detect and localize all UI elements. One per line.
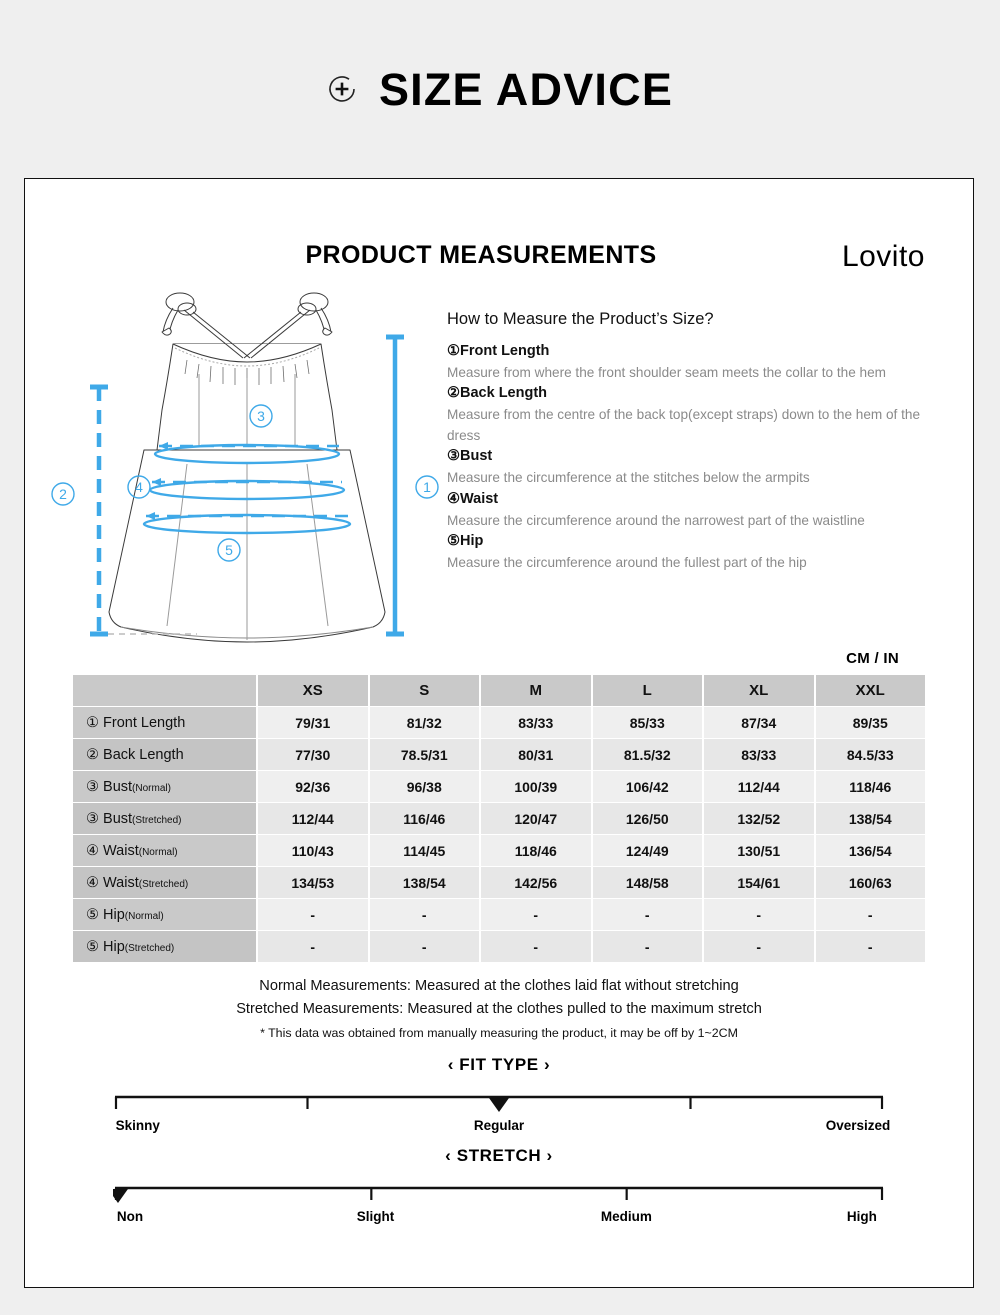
marker-2 — [52, 483, 74, 505]
row-title: Back Length — [103, 746, 184, 763]
table-cell: - — [481, 899, 591, 930]
note-stretched: Stretched Measurements: Measured at the clothes pulled to the maximum stretch — [236, 1001, 762, 1018]
row-title: Bust — [103, 778, 133, 795]
size-header-xxl: XXL — [816, 675, 926, 706]
fit-type-labels — [113, 1117, 891, 1136]
stretch-title: ‹ STRETCH › — [445, 1145, 553, 1165]
stretch-label-slight: Slight — [356, 1208, 395, 1224]
measure-item-5-desc: Measure the circumference around the fullest part of the hip — [447, 555, 807, 571]
stretch-marker — [113, 1189, 128, 1203]
fit-type-axis — [113, 1089, 885, 1115]
table-cell: - — [481, 931, 591, 962]
table-cell: - — [258, 899, 368, 930]
row-title: Bust — [103, 810, 133, 827]
row-number: ④ — [86, 842, 104, 859]
row-number: ③ — [86, 778, 104, 795]
front-length-bar — [386, 337, 404, 634]
table-cell: 83/33 — [481, 707, 591, 738]
measure-item-2-desc: Measure from the centre of the back top(except straps) down to the hem of the dress — [447, 407, 921, 443]
table-cell: 106/42 — [593, 771, 703, 802]
fit-type-scale — [25, 1055, 973, 1136]
table-cell: 78.5/31 — [370, 739, 480, 770]
size-header-xl: XL — [704, 675, 814, 706]
svg-text:4: 4 — [135, 479, 143, 495]
units-label: CM / IN — [846, 650, 899, 667]
row-title: Hip — [103, 906, 125, 923]
size-header-xs: XS — [258, 675, 368, 706]
measure-item-2-title: ②Back Length — [447, 385, 548, 402]
svg-text:5: 5 — [225, 542, 233, 558]
table-cell: - — [593, 931, 703, 962]
how-to-measure — [447, 282, 947, 650]
table-cell: - — [816, 931, 926, 962]
table-cell: 160/63 — [816, 867, 926, 898]
table-cell: 130/51 — [704, 835, 814, 866]
row-title: Front Length — [103, 714, 186, 731]
fit-type-label-skinny: Skinny — [115, 1117, 160, 1133]
row-subscript: (Normal) — [132, 782, 171, 794]
measure-item-3-desc: Measure the circumference at the stitches below the armpits — [447, 470, 810, 486]
table-row — [73, 931, 925, 962]
table-cell: - — [704, 931, 814, 962]
row-title: Waist — [103, 874, 139, 891]
row-label — [73, 803, 256, 834]
page-title: SIZE ADVICE — [378, 63, 674, 115]
measure-item-1-title: ①Front Length — [447, 343, 550, 359]
table-cell: 83/33 — [704, 739, 814, 770]
note-disclaimer: * This data was obtained from manually measuring the product, it may be off by 1~2CM — [260, 1025, 738, 1040]
table-cell: 81.5/32 — [593, 739, 703, 770]
table-cell: 80/31 — [481, 739, 591, 770]
stretch-labels — [113, 1209, 885, 1227]
table-cell: 118/46 — [816, 771, 926, 802]
dress-outline — [109, 293, 385, 642]
table-cell: 124/49 — [593, 835, 703, 866]
row-subscript: (Stretched) — [138, 878, 189, 890]
table-corner-cell — [73, 675, 256, 706]
table-cell: 118/46 — [481, 835, 591, 866]
stretch-label-non: Non — [116, 1208, 144, 1224]
table-cell: 110/43 — [258, 835, 368, 866]
table-cell: - — [370, 931, 480, 962]
table-row — [73, 899, 925, 930]
row-label — [73, 931, 256, 962]
table-cell: 134/53 — [258, 867, 368, 898]
card-header — [25, 179, 973, 273]
row-number: ② — [86, 746, 104, 763]
measure-item-4-title: ④Waist — [447, 490, 499, 507]
measure-item-1-desc: Measure from where the front shoulder seam meets the collar to the hem — [447, 364, 886, 380]
row-subscript: (Stretched) — [124, 942, 175, 954]
row-title: Waist — [103, 842, 139, 859]
size-header-s: S — [370, 675, 480, 706]
svg-text:3: 3 — [257, 408, 265, 424]
table-cell: 77/30 — [258, 739, 368, 770]
table-cell: 142/56 — [481, 867, 591, 898]
table-cell: 100/39 — [481, 771, 591, 802]
table-cell: 87/34 — [704, 707, 814, 738]
measure-item-5-title: ⑤Hip — [447, 533, 484, 550]
stretch-label-medium: Medium — [600, 1208, 652, 1224]
row-label — [73, 835, 256, 866]
note-normal: Normal Measurements: Measured at the clothes laid flat without stretching — [259, 978, 739, 994]
row-label — [73, 707, 256, 738]
size-header-l: L — [593, 675, 703, 706]
measure-item-3-title: ③Bust — [447, 448, 493, 465]
row-title: Hip — [103, 938, 125, 955]
table-cell: 138/54 — [816, 803, 926, 834]
row-number: ③ — [86, 810, 104, 827]
table-row — [73, 771, 925, 802]
row-subscript: (Normal) — [138, 846, 178, 858]
svg-text:1: 1 — [423, 479, 431, 495]
table-cell: 92/36 — [258, 771, 368, 802]
size-table — [71, 674, 927, 963]
table-cell: 148/58 — [593, 867, 703, 898]
row-number: ⑤ — [86, 938, 104, 955]
row-number: ④ — [86, 874, 104, 891]
row-label — [73, 739, 256, 770]
table-cell: 120/47 — [481, 803, 591, 834]
size-header-m: M — [481, 675, 591, 706]
row-number: ⑤ — [86, 906, 104, 923]
table-row — [73, 707, 925, 738]
measure-item-4-desc: Measure the circumference around the narrowest part of the waistline — [447, 512, 865, 528]
size-table-body — [73, 707, 925, 962]
table-cell: 136/54 — [816, 835, 926, 866]
table-row — [73, 867, 925, 898]
table-cell: 81/32 — [370, 707, 480, 738]
fit-type-label-regular: Regular — [473, 1117, 525, 1133]
table-cell: 112/44 — [704, 771, 814, 802]
size-advice-card — [24, 178, 974, 1288]
table-header-row — [73, 675, 925, 706]
table-row — [73, 835, 925, 866]
table-row — [73, 803, 925, 834]
table-cell: - — [370, 899, 480, 930]
table-cell: 96/38 — [370, 771, 480, 802]
marker-1 — [416, 476, 438, 498]
stretch-axis — [113, 1180, 885, 1206]
table-cell: 112/44 — [258, 803, 368, 834]
measure-guide-section — [25, 282, 973, 650]
page-header — [0, 0, 1000, 178]
brand-logo: Lovito — [841, 240, 925, 273]
measurement-notes — [25, 975, 973, 1045]
stretch-scale — [25, 1146, 973, 1227]
table-cell: 114/45 — [370, 835, 480, 866]
row-subscript: (Normal) — [124, 910, 164, 922]
table-cell: 84.5/33 — [816, 739, 926, 770]
table-cell: - — [593, 899, 703, 930]
how-to-heading: How to Measure the Product’s Size? — [447, 310, 714, 328]
table-row — [73, 739, 925, 770]
fit-type-marker — [489, 1098, 509, 1112]
table-cell: 132/52 — [704, 803, 814, 834]
row-subscript: (Stretched) — [132, 814, 182, 826]
table-cell: 138/54 — [370, 867, 480, 898]
table-cell: - — [816, 899, 926, 930]
table-cell: 154/61 — [704, 867, 814, 898]
table-cell: 89/35 — [816, 707, 926, 738]
fit-type-label-oversized: Oversized — [825, 1117, 891, 1133]
row-number: ① — [86, 714, 104, 731]
table-cell: 79/31 — [258, 707, 368, 738]
table-cell: - — [704, 899, 814, 930]
section-title: PRODUCT MEASUREMENTS — [305, 241, 657, 269]
stretch-label-high: High — [846, 1208, 877, 1224]
fit-type-title: ‹ FIT TYPE › — [447, 1054, 551, 1074]
svg-text:2: 2 — [59, 486, 67, 502]
row-label — [73, 867, 256, 898]
garment-diagram — [47, 282, 447, 650]
row-label — [73, 899, 256, 930]
table-cell: 126/50 — [593, 803, 703, 834]
table-cell: - — [258, 931, 368, 962]
table-cell: 116/46 — [370, 803, 480, 834]
row-label — [73, 771, 256, 802]
size-table-wrap — [25, 674, 973, 963]
table-cell: 85/33 — [593, 707, 703, 738]
plus-circle-icon — [327, 74, 357, 104]
